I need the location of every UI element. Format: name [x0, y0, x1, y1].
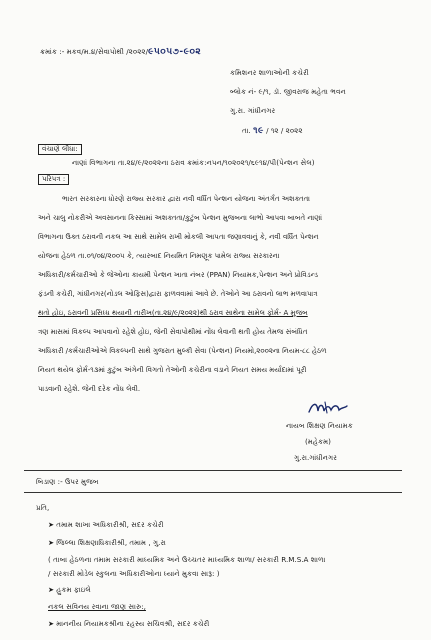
circular-line: અધિકારી /કર્મચારીઓએ વિકલ્પની સાથે ગુજરાત મુલ્કી સેવા (પેન્શન) નિયમો,૨૦૦૨ના નિયમ-૮૮ હેઠળ	[38, 347, 327, 355]
recipients-label: પ્રતિ,	[36, 503, 50, 512]
reference-read-text: નાણાં વિભાગના તા.૨૪/૯/૨૦૨૨ના ઠરાવ ક્રમાંક:નપન/૧૦૨૦૨૧/૬૯૧૪/પી(પેન્શન સેલ)	[72, 158, 315, 167]
signatory-place: ગુ.રા.ગાંધીનગર	[294, 453, 337, 462]
copy-label: નકલ સવિનય રવાના જાણ સારુ:,	[48, 602, 146, 611]
circular-line: અને ચાલુ નોકરીએ અવસાનના કિસ્સામાં અશક્તતા/કુટુંબ પેન્શન મુજબના લાભો આપવા બાબતે નાણાં	[38, 214, 323, 222]
divider-line	[24, 492, 402, 493]
signatory-section: (મહેકમ)	[305, 437, 331, 446]
circular-line: થતો હોઇ, ઠરાવની પ્રસિધ્ધ થયાની તારીખ(તા.૨૪/૯/૨૦૨૨)થી ઠરાવ સાથેના સામેલ ફોર્મ- A મુજબ	[38, 309, 308, 317]
reference-handwritten: ૯૫૦૫૭-૯૦૨	[148, 47, 202, 57]
enclosure-note: બિડાણ :- ઉપર મુજબ	[36, 477, 99, 486]
signatory-title: નાયબ શિક્ષણ નિયામક	[286, 421, 353, 430]
date-prefix: તા.	[242, 126, 251, 135]
circular-line: પાડવાની રહેશે. જેની દરેક નોંધ લેવી.	[38, 385, 141, 393]
circular-line: ફંડની કચેરી, ગાંધીનગર(નોડલ ઓફિસ)દ્વારા ફાળવવામાં આવે છે. તેઓને આ ઠરાવનો લાભ મળવાપાત્ર	[38, 290, 318, 298]
divider-line	[24, 470, 402, 471]
reference-read-label: વંચાણે લીધા:	[38, 144, 82, 155]
circular-line: નિયત થયેલ ફોર્મ-૧૩માં કુટુંબ અંગેની વિગતો તેઓની કચેરીના વડાને નિયત સમય મર્યાદામાં પૂરી	[38, 366, 307, 374]
recipient-item: ➤ તમામ શાખા અધિકારીશ્રી, સદર કચેરી	[48, 520, 164, 529]
office-address-line1: બ્લોક નં- ૯/૧, ડૉ. જીવરાજ મહેતા ભવન	[230, 87, 346, 96]
reference-prefix: ક્રમાંક :- મકવ/મ.૪/સેવાપોથી /૨૦૨૨/	[40, 47, 149, 56]
circular-label: પરિપત્ર :	[38, 174, 69, 185]
circular-line: વિભાગના ઉક્ત ઠરાવની નકલ આ સાથે સામેલ રાખી મોકલી આપતા જણાવવાનું કે, નવી વર્ધિત પેન્શન	[38, 233, 319, 241]
reference-number	[40, 47, 201, 57]
office-address-line2: ગુ.રા. ગાંધીનગર	[230, 106, 276, 115]
circular-line: યોજના હેઠળ તા.૦૧/૦૪/૨૦૦૫ કે, ત્યારબાદ નિયમિત નિમણૂક પામેલ રાજ્ય સરકારના	[38, 252, 280, 260]
recipient-note: / સરકારી મોડેલ સ્કુલના અધિકારીઓના ધ્યાને મુકવા સારૂ: )	[48, 569, 220, 578]
signature-mark	[305, 398, 351, 418]
circular-line: ત્રણ માસમાં વિકલ્પ આપવાનો રહેશે હોઇ, જેની સેવાપોથીમાં નોંધ લેવાની થતી હોય તેમજ સંબંધિત	[38, 328, 308, 336]
recipient-item: ➤ હુકમ ફાઇલે	[48, 585, 91, 594]
copy-item: ➤ માનનીય નિયામકશ્રીના રહસ્ય સચિવશ્રી, સદર કચેરી	[48, 619, 210, 628]
circular-line: ભારત સરકારના ધોરણે રાજ્ય સરકાર દ્વારા નવી વર્ધિત પેન્શન યોજના અંતર્ગત અશક્તતા	[62, 195, 310, 203]
office-name: કમિશનર શાળાઓની કચેરી	[230, 68, 309, 77]
letter-date	[242, 126, 303, 136]
recipient-item: ➤ જિલ્લા શિક્ષણાધિકારીશ્રી, તમામ , ગુ.રા	[48, 538, 166, 547]
circular-line: અધિકારી/કર્મચારીઓ કે જેઓના કાયમી પેન્શન ખાતા નંબર (PPAN) નિયામક,પેન્શન અને પ્રોવિડન્ડ	[38, 271, 318, 279]
date-suffix: / ૧૨ / ૨૦૨૨	[266, 126, 303, 135]
recipient-note: ( તાબા હેઠળના તમામ સરકારી માધ્યમિક અને ઉચ્ચતર માધ્યમિક શાળા/ સરકારી R.M.S.A શાળા	[48, 555, 326, 564]
date-handwritten: ૧૯	[253, 126, 264, 136]
